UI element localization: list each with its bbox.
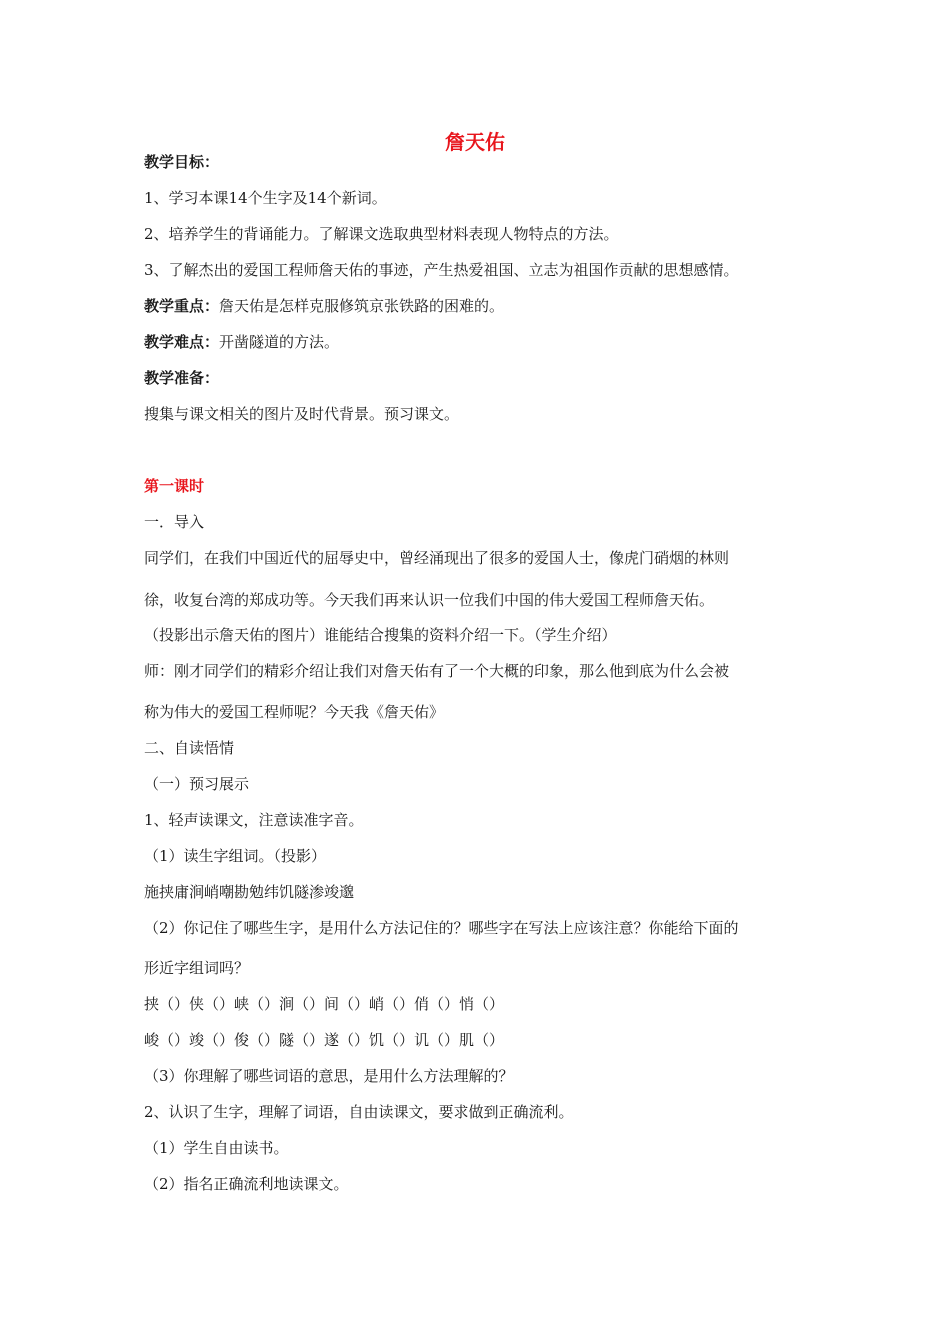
lesson1-heading: 第一课时 xyxy=(144,477,205,495)
lesson1-line: （2）你记住了哪些生字，是用什么方法记住的？哪些字在写法上应该注意？你能给下面的 xyxy=(144,919,739,937)
objectives-heading: 教学目标： xyxy=(144,153,220,171)
document-title: 詹天佑 xyxy=(445,130,505,154)
difficulty-label: 教学难点： xyxy=(144,333,220,351)
lesson1-line: 形近字组词吗？ xyxy=(144,959,250,977)
lesson1-line: 徐，收复台湾的郑成功等。今天我们再来认识一位我们中国的伟大爱国工程师詹天佑。 xyxy=(144,591,715,609)
lesson1-line: （1）读生字组词。（投影） xyxy=(144,847,327,865)
lesson1-line: 称为伟大的爱国工程师呢？今天我《詹天佑》 xyxy=(144,703,445,721)
preparation-text: 搜集与课文相关的图片及时代背景。预习课文。 xyxy=(144,405,460,423)
lesson1-line: 2、认识了生字，理解了词语，自由读课文，要求做到正确流利。 xyxy=(144,1103,574,1121)
objective-item: 1、学习本课14个生字及14个新词。 xyxy=(144,189,387,207)
lesson1-line: （一）预习展示 xyxy=(144,775,250,793)
key-point-label: 教学重点： xyxy=(144,297,220,315)
lesson1-line: （投影出示詹天佑的图片）谁能结合搜集的资料介绍一下。（学生介绍） xyxy=(144,626,617,644)
key-point-line xyxy=(144,296,504,316)
lesson1-line: 同学们，在我们中国近代的屈辱史中，曾经涌现出了很多的爱国人士，像虎门硝烟的林则 xyxy=(144,549,730,567)
key-point-text: 詹天佑是怎样克服修筑京张铁路的困难的。 xyxy=(219,297,505,315)
difficulty-line xyxy=(144,332,339,352)
lesson1-line: 挟（）侠（）峡（）涧（）间（）峭（）俏（）悄（） xyxy=(144,995,505,1013)
lesson1-line: 师：刚才同学们的精彩介绍让我们对詹天佑有了一个大概的印象，那么他到底为什么会被 xyxy=(144,662,730,680)
lesson1-line: 一．导入 xyxy=(144,513,205,531)
lesson1-line: （2）指名正确流利地读课文。 xyxy=(144,1175,349,1193)
lesson1-line: 二、自读悟情 xyxy=(144,739,235,757)
lesson1-line: 1、轻声读课文，注意读准字音。 xyxy=(144,811,364,829)
difficulty-text: 开凿隧道的方法。 xyxy=(219,333,340,351)
lesson1-line: （1）学生自由读书。 xyxy=(144,1139,289,1157)
lesson1-line: （3）你理解了哪些词语的意思，是用什么方法理解的？ xyxy=(144,1067,514,1085)
objective-item: 3、了解杰出的爱国工程师詹天佑的事迹，产生热爱祖国、立志为祖国作贡献的思想感情。 xyxy=(144,261,739,279)
preparation-label: 教学准备： xyxy=(144,369,220,387)
lesson1-line: 峻（）竣（）俊（）隧（）遂（）饥（）讥（）肌（） xyxy=(144,1031,505,1049)
objective-item: 2、培养学生的背诵能力。了解课文选取典型材料表现人物特点的方法。 xyxy=(144,225,619,243)
lesson1-line: 施挟庸涧峭嘲勘勉纬饥隧渗竣邈 xyxy=(144,883,355,901)
